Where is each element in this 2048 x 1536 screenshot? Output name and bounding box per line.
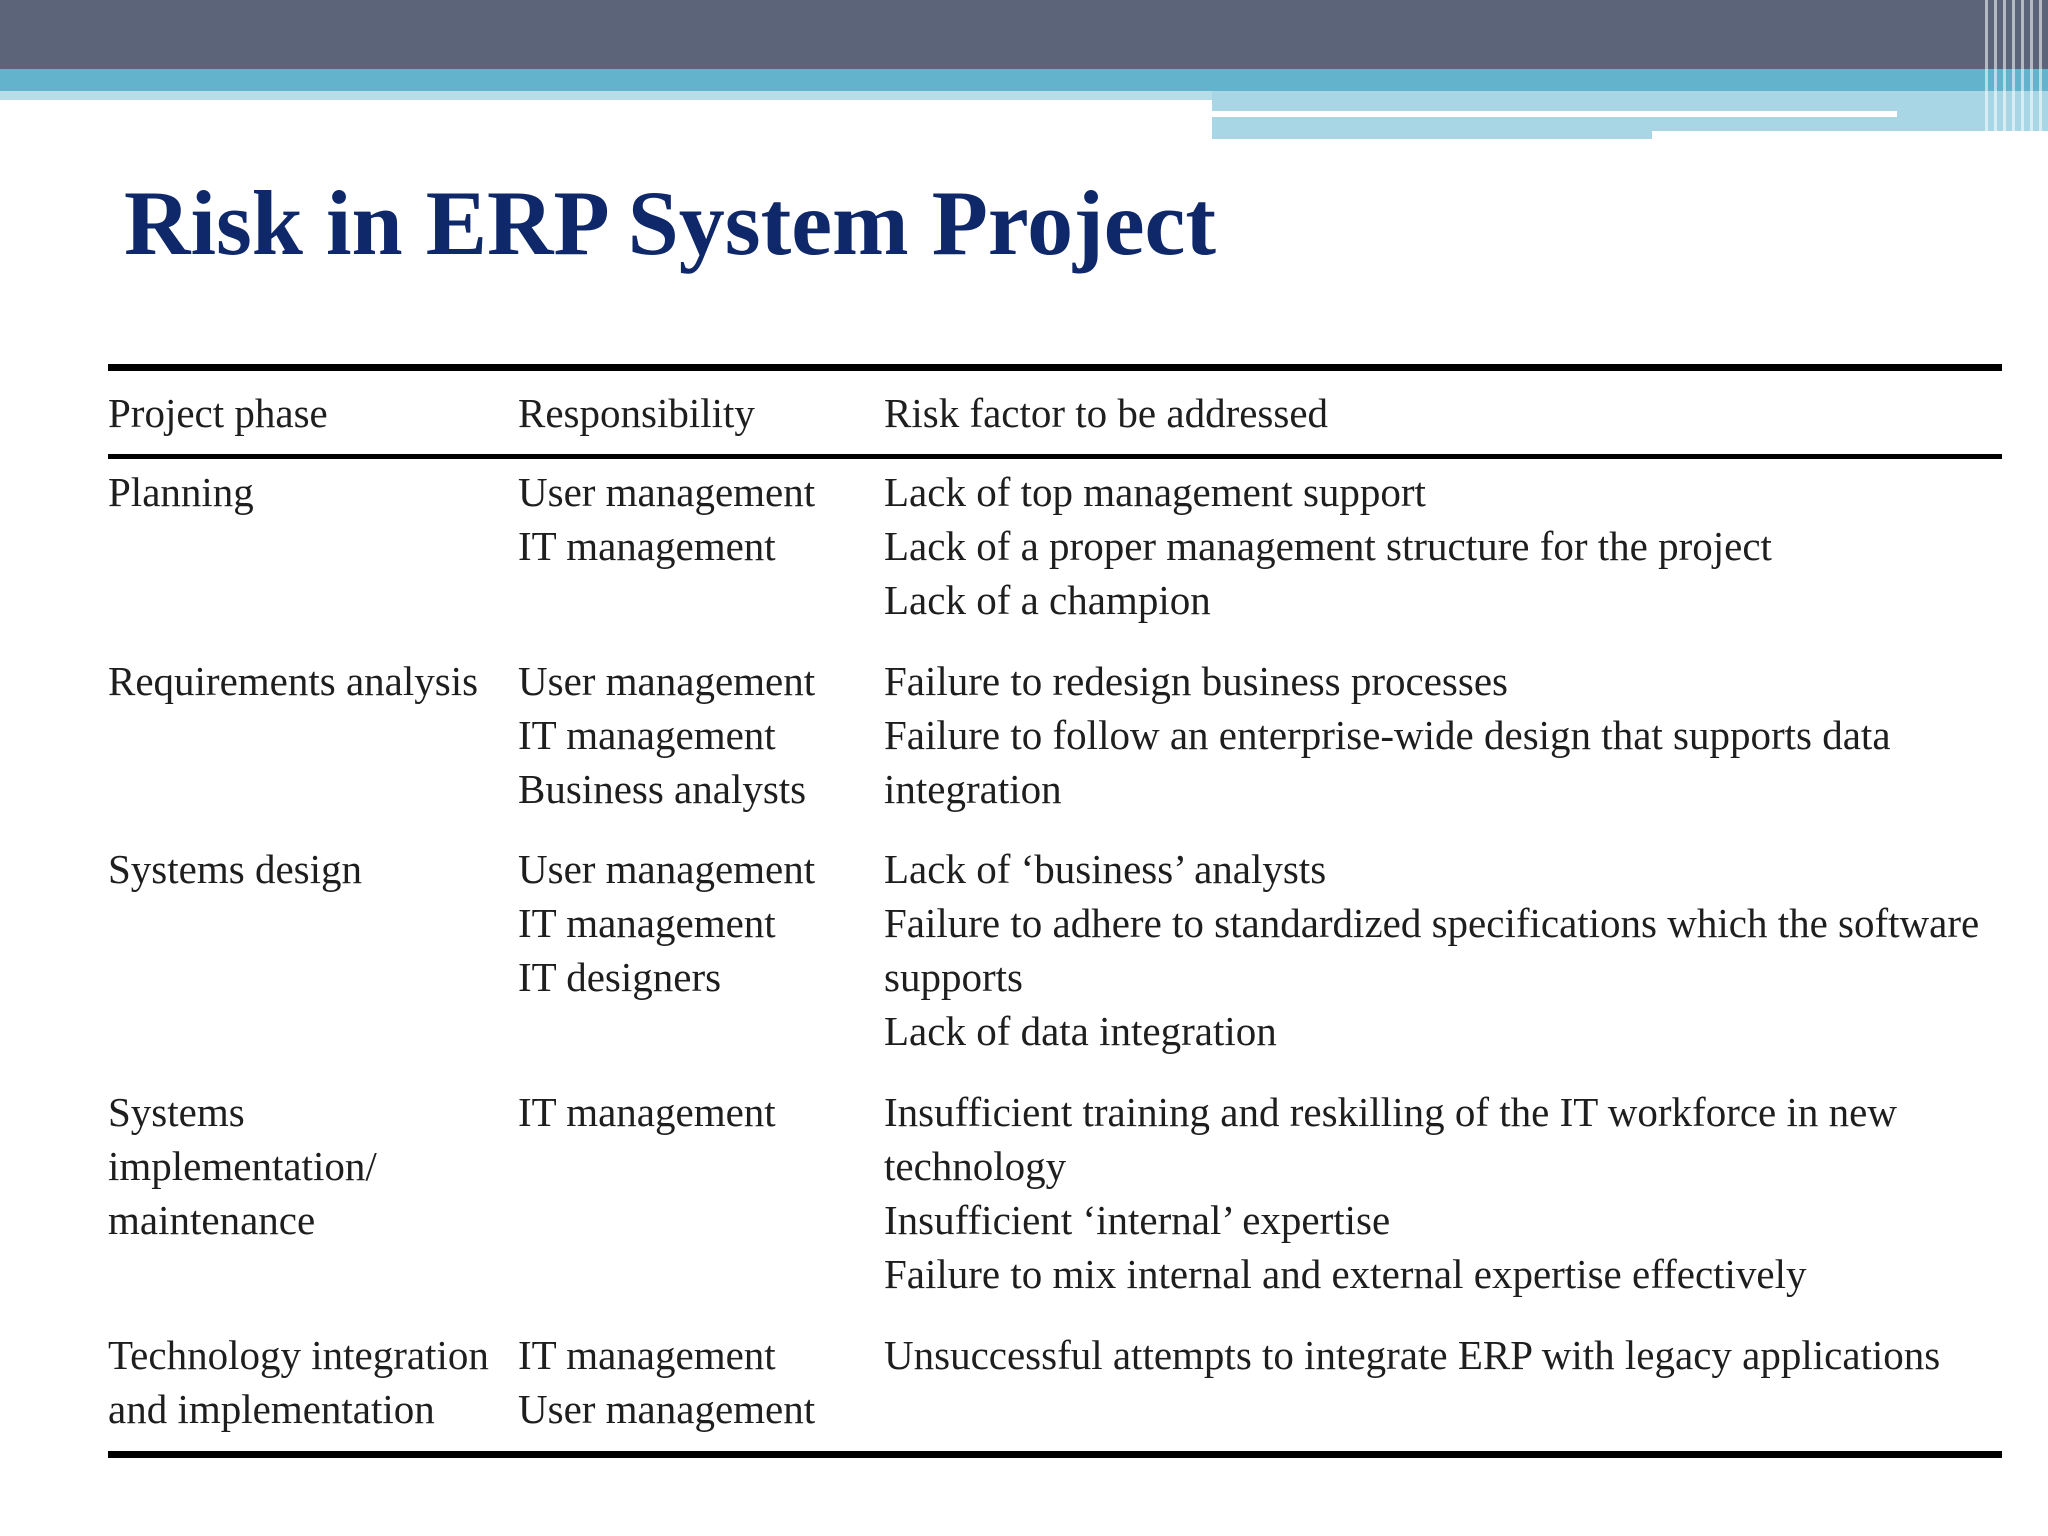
risk-item: Lack of top management support: [884, 469, 1426, 515]
responsibility-item: User management: [518, 1386, 816, 1432]
responsibility-item: IT management: [518, 1332, 776, 1378]
row-requirements-responsibility: [518, 654, 868, 816]
row-design-risks: [884, 842, 1994, 1058]
responsibility-item: IT designers: [518, 954, 722, 1000]
responsibility-item: IT management: [518, 1089, 776, 1135]
risk-item: Unsuccessful attempts to integrate ERP with legacy applications: [884, 1332, 1941, 1378]
responsibility-item: IT management: [518, 900, 776, 946]
responsibility-item: IT management: [518, 523, 776, 569]
row-implementation-risks: [884, 1085, 1994, 1301]
row-technology-responsibility: [518, 1328, 868, 1436]
risk-item: Lack of a proper management structure for the project: [884, 523, 1772, 569]
row-planning-phase: Planning: [108, 469, 254, 515]
banner-edge-stripes: [1985, 0, 2048, 139]
responsibility-item: IT management: [518, 712, 776, 758]
risk-item: Lack of ‘business’ analysts: [884, 846, 1327, 892]
row-planning-responsibility: [518, 465, 868, 573]
row-requirements-phase: Requirements analysis: [108, 658, 479, 704]
row-technology-phase: Technology integration and implementation: [108, 1332, 489, 1432]
row-implementation-responsibility: [518, 1085, 868, 1139]
table-top-rule: [108, 364, 2002, 371]
row-implementation-phase: Systems implementation/ maintenance: [108, 1089, 377, 1243]
slide-title: Risk in ERP System Project: [124, 172, 1217, 274]
responsibility-item: User management: [518, 658, 816, 704]
banner-dark-bar: [0, 0, 2048, 69]
risk-item: Failure to adhere to standardized specifications which the software supports: [884, 900, 1980, 1000]
risk-item: Failure to redesign business processes: [884, 658, 1508, 704]
row-planning-risks: [884, 465, 1994, 627]
responsibility-item: User management: [518, 846, 816, 892]
row-design-phase: Systems design: [108, 846, 362, 892]
responsibility-item: Business analysts: [518, 766, 807, 812]
risk-item: Failure to follow an enterprise-wide design that supports data integration: [884, 712, 1891, 812]
row-requirements-risks: [884, 654, 1994, 816]
risk-item: Insufficient ‘internal’ expertise: [884, 1197, 1391, 1243]
table-header-rule: [108, 454, 2002, 459]
responsibility-item: User management: [518, 469, 816, 515]
banner-pale-bar: [0, 91, 1212, 100]
risk-item: Lack of a champion: [884, 577, 1211, 623]
row-design-responsibility: [518, 842, 868, 1004]
row-technology-risks: [884, 1328, 1994, 1382]
table-bottom-rule: [108, 1451, 2002, 1458]
header-responsibility: Responsibility: [518, 390, 755, 436]
risk-item: Lack of data integration: [884, 1008, 1277, 1054]
banner-light-bar: [0, 69, 2048, 91]
risk-item: Insufficient training and reskilling of the IT workforce in new technology: [884, 1089, 1897, 1189]
banner-white-line: [1212, 111, 1897, 117]
risk-item: Failure to mix internal and external expertise effectively: [884, 1251, 1807, 1297]
header-project-phase: Project phase: [108, 390, 328, 436]
header-risk-factor: Risk factor to be addressed: [884, 390, 1329, 436]
